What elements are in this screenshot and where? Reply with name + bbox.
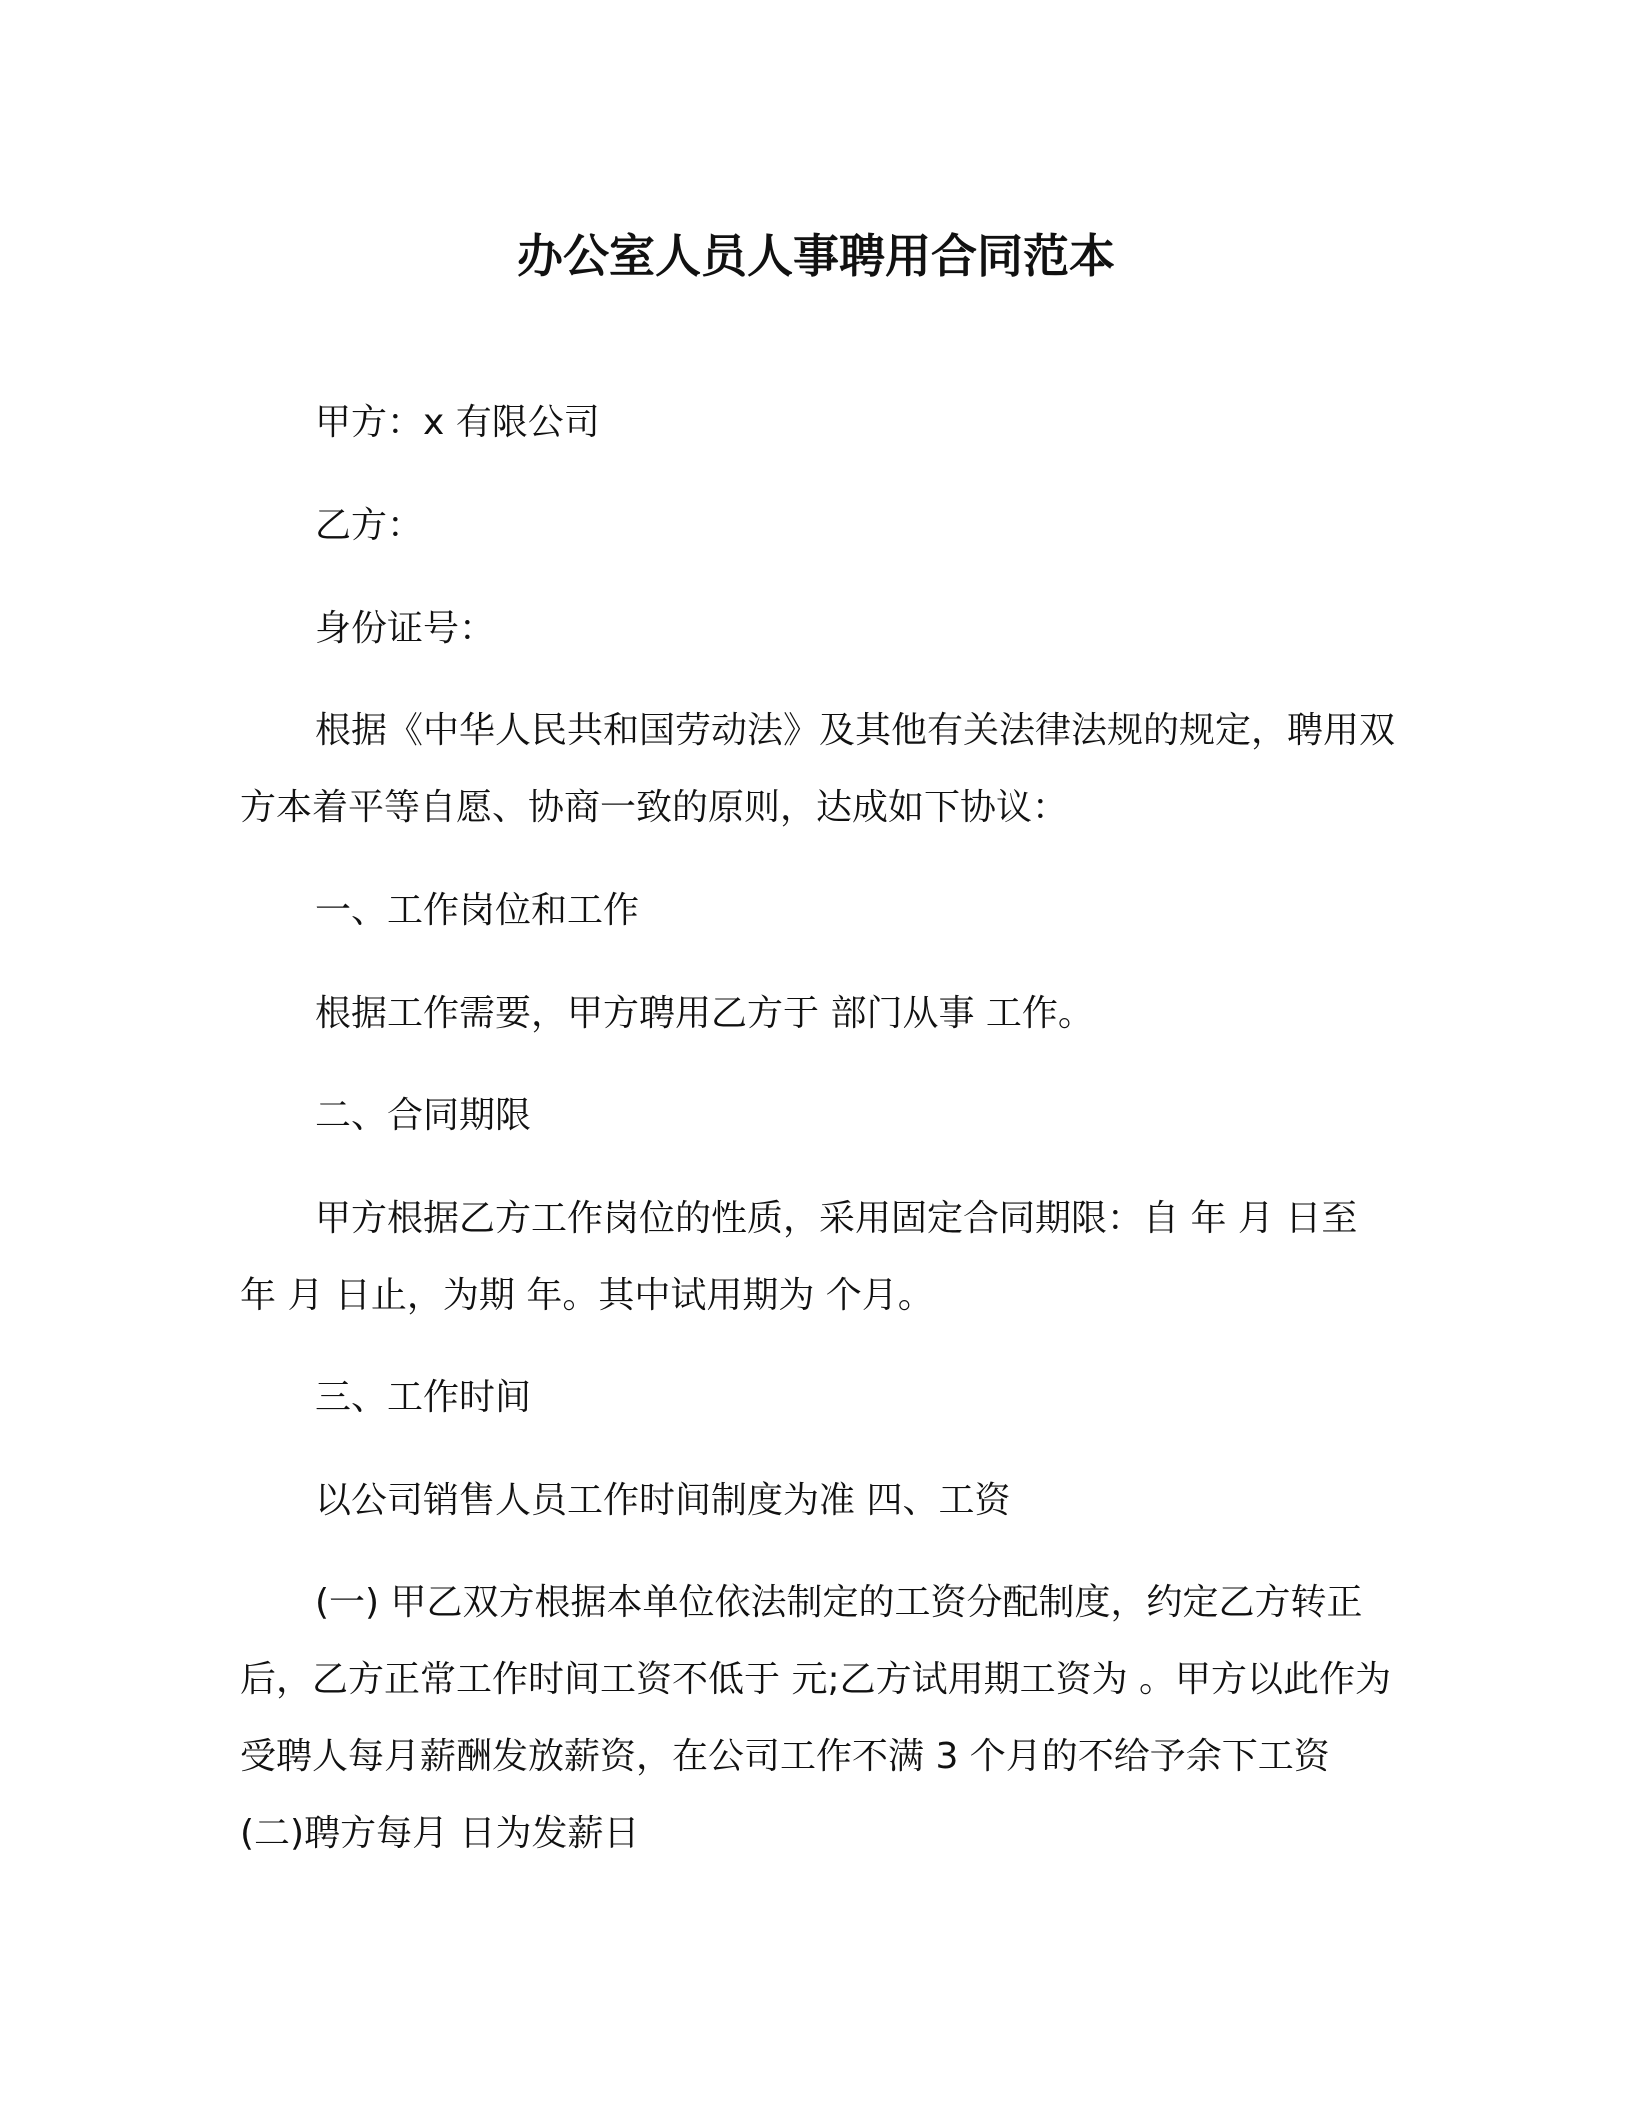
section-2-heading: 二、合同期限: [315, 1095, 532, 1136]
section-4-body: (一) 甲乙双方根据本单位依法制定的工资分配制度，约定乙方转正后，乙方正常工作时间工资不低于 元;乙方试用期工资为 。甲方以此作为受聘人每月薪酬发放薪资，在公司工作不满 3 个月的不给予余下工资 (二)聘方每月 日为发薪日: [240, 1582, 1392, 1854]
section-1-body: 根据工作需要，甲方聘用乙方于 部门从事 工作。: [315, 993, 1094, 1034]
section-3-body: 以公司销售人员工作时间制度为准 四、工资: [315, 1480, 1011, 1521]
preamble-paragraph: 根据《中华人民共和国劳动法》及其他有关法律法规的规定，聘用双方本着平等自愿、协商一致的原则，达成如下协议：: [240, 710, 1396, 828]
party-b-line: 乙方：: [315, 505, 424, 546]
document-title: 办公室人员人事聘用合同范本: [517, 229, 1115, 283]
section-1-heading: 一、工作岗位和工作: [315, 890, 640, 931]
section-2-body: 甲方根据乙方工作岗位的性质，采用固定合同期限：自 年 月 日至 年 月 日止，为期 年。其中试用期为 个月。: [240, 1198, 1369, 1316]
section-3-heading: 三、工作时间: [315, 1377, 532, 1418]
party-a-line: 甲方：x 有限公司: [315, 402, 600, 443]
id-number-line: 身份证号：: [315, 608, 496, 649]
